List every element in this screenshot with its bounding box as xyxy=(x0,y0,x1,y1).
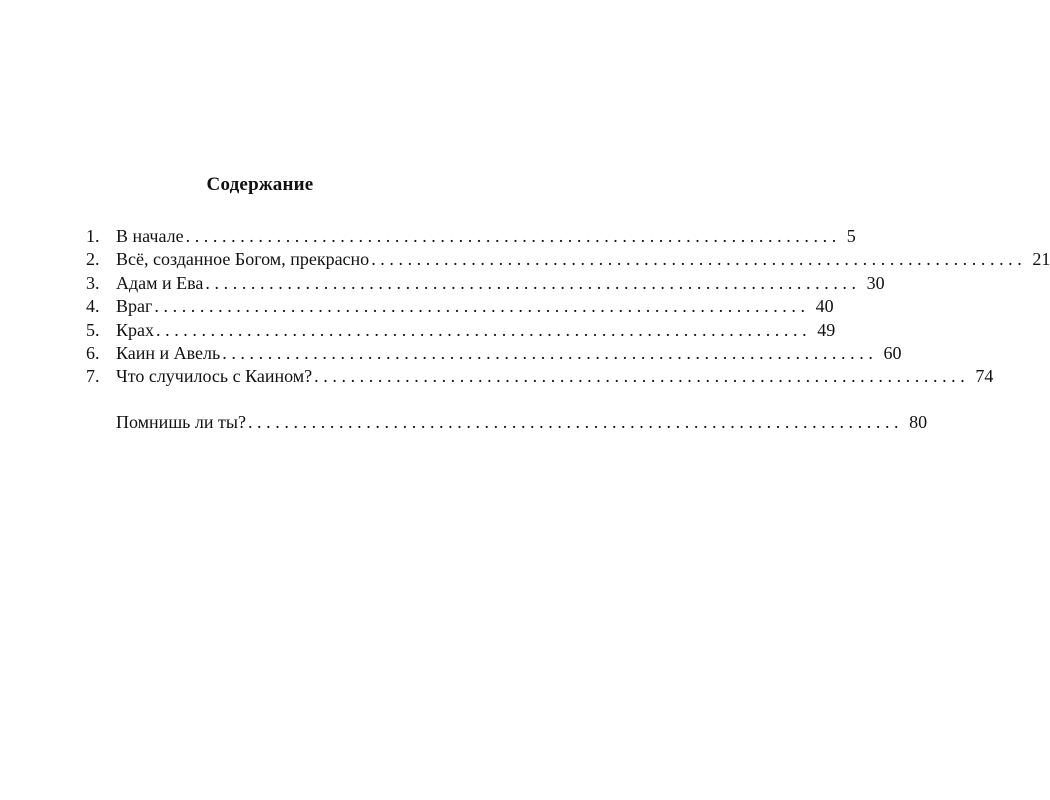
toc-entry xyxy=(86,342,902,365)
toc-entry-title: Крах xyxy=(116,319,154,340)
toc-leader-dots: ........................................................................ xyxy=(314,366,970,387)
toc-entry-number: 4. xyxy=(86,296,100,317)
toc-entry-title: Помнишь ли ты? xyxy=(116,411,246,432)
toc-entry-extra xyxy=(86,411,928,434)
toc-entry-page: 21 xyxy=(1032,249,1050,270)
toc-entry-title: Каин и Авель xyxy=(116,342,221,363)
toc-leader-dots: ........................................................................ xyxy=(371,249,1027,270)
toc-leader-dots: ........................................................................ xyxy=(154,296,810,317)
toc-entry-title: Враг xyxy=(116,296,153,317)
toc-entry xyxy=(86,225,856,248)
toc-entry-number: 1. xyxy=(86,226,100,246)
toc-entry-page: 5 xyxy=(846,226,856,246)
page-title: Содержание xyxy=(206,174,314,195)
toc-entry xyxy=(86,272,885,295)
toc-entry-number: 2. xyxy=(86,249,100,270)
toc-leader-dots: ........................................................................ xyxy=(247,411,904,432)
toc-entry-title: Что случилось с Каином? xyxy=(116,366,313,387)
toc-entry-title: В начале xyxy=(116,226,184,246)
toc-leader-dots: ........................................................................ xyxy=(185,226,841,246)
toc-entry-number: 7. xyxy=(86,366,100,387)
toc-leader-dots: ........................................................................ xyxy=(205,272,861,293)
toc-entry-number: 6. xyxy=(86,342,100,363)
toc-entry-page: 40 xyxy=(815,296,834,317)
toc-entry-title: Адам и Ева xyxy=(116,272,204,293)
toc-entry-page: 30 xyxy=(866,272,885,293)
toc-entry-page: 80 xyxy=(909,411,928,432)
toc-entry xyxy=(86,319,836,342)
toc-entry-page: 60 xyxy=(883,342,902,363)
toc-entry-number: 3. xyxy=(86,272,100,293)
toc-leader-dots: ........................................................................ xyxy=(156,319,812,340)
toc-entry-page: 49 xyxy=(817,319,836,340)
toc-entry-number: 5. xyxy=(86,319,100,340)
toc-entry xyxy=(86,248,1050,271)
table-of-contents xyxy=(86,225,1050,434)
toc-entry-title: Всё, созданное Богом, прекрасно xyxy=(116,249,370,270)
toc-entry xyxy=(86,295,834,318)
toc-entry xyxy=(86,365,994,388)
toc-leader-dots: ........................................................................ xyxy=(222,342,878,363)
toc-entry-page: 74 xyxy=(975,366,994,387)
